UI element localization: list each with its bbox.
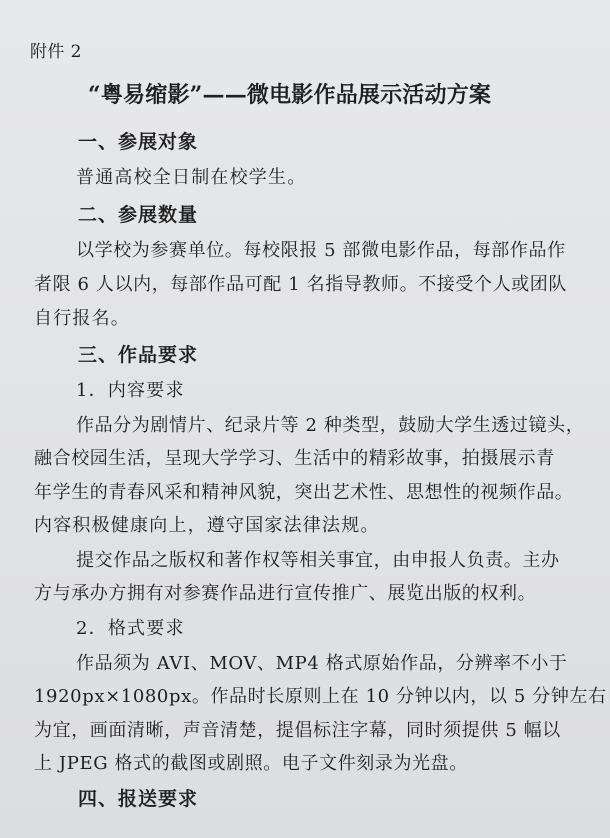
paragraph-line: 自行报名。 xyxy=(34,308,130,329)
paragraph-line: 方与承办方拥有对参赛作品进行宣传推广、展览出版的权利。 xyxy=(34,583,537,604)
section-heading-participants: 一、参展对象 xyxy=(78,131,199,153)
document-title: “粤易缩影”——微电影作品展示活动方案 xyxy=(88,82,492,108)
section-heading-submission: 四、报送要求 xyxy=(78,788,199,810)
section-text-participants: 普通高校全日制在校学生。 xyxy=(76,167,307,188)
paragraph-line: 1920px×1080px。作品时长原则上在 10 分钟以内，以 5 分钟左右 xyxy=(34,686,607,707)
paragraph-line: 上 JPEG 格式的截图或剧照。电子文件刻录为光盘。 xyxy=(34,753,468,774)
attachment-label: 附件 2 xyxy=(30,42,82,62)
paragraph-line: 者限 6 人以内，每部作品可配 1 名指导教师。不接受个人或团队 xyxy=(34,274,567,295)
paragraph-line: 以学校为参赛单位。每校限报 5 部微电影作品，每部作品作 xyxy=(76,240,566,261)
paragraph-line: 内容积极健康向上，遵守国家法律法规。 xyxy=(34,515,380,536)
paragraph-line: 作品分为剧情片、纪录片等 2 种类型，鼓励大学生透过镜头， xyxy=(76,415,585,436)
subheading-format-requirements: 2．格式要求 xyxy=(76,618,185,639)
paragraph-line: 作品须为 AVI、MOV、MP4 格式原始作品，分辨率不小于 xyxy=(76,653,568,674)
section-heading-quantity: 二、参展数量 xyxy=(78,204,199,226)
paragraph-line: 提交作品之版权和著作权等相关事宜，由申报人负责。主办 xyxy=(76,550,560,571)
section-heading-requirements: 三、作品要求 xyxy=(78,344,199,366)
paragraph-line: 年学生的青春风采和精神风貌，突出艺术性、思想性的视频作品。 xyxy=(34,482,574,503)
paragraph-line: 融合校园生活，呈现大学学习、生活中的精彩故事，拍摄展示青 xyxy=(34,448,555,469)
subheading-content-requirements: 1．内容要求 xyxy=(76,380,185,401)
paragraph-line: 为宜，画面清晰，声音清楚，提倡标注字幕，同时须提供 5 幅以 xyxy=(34,720,561,741)
